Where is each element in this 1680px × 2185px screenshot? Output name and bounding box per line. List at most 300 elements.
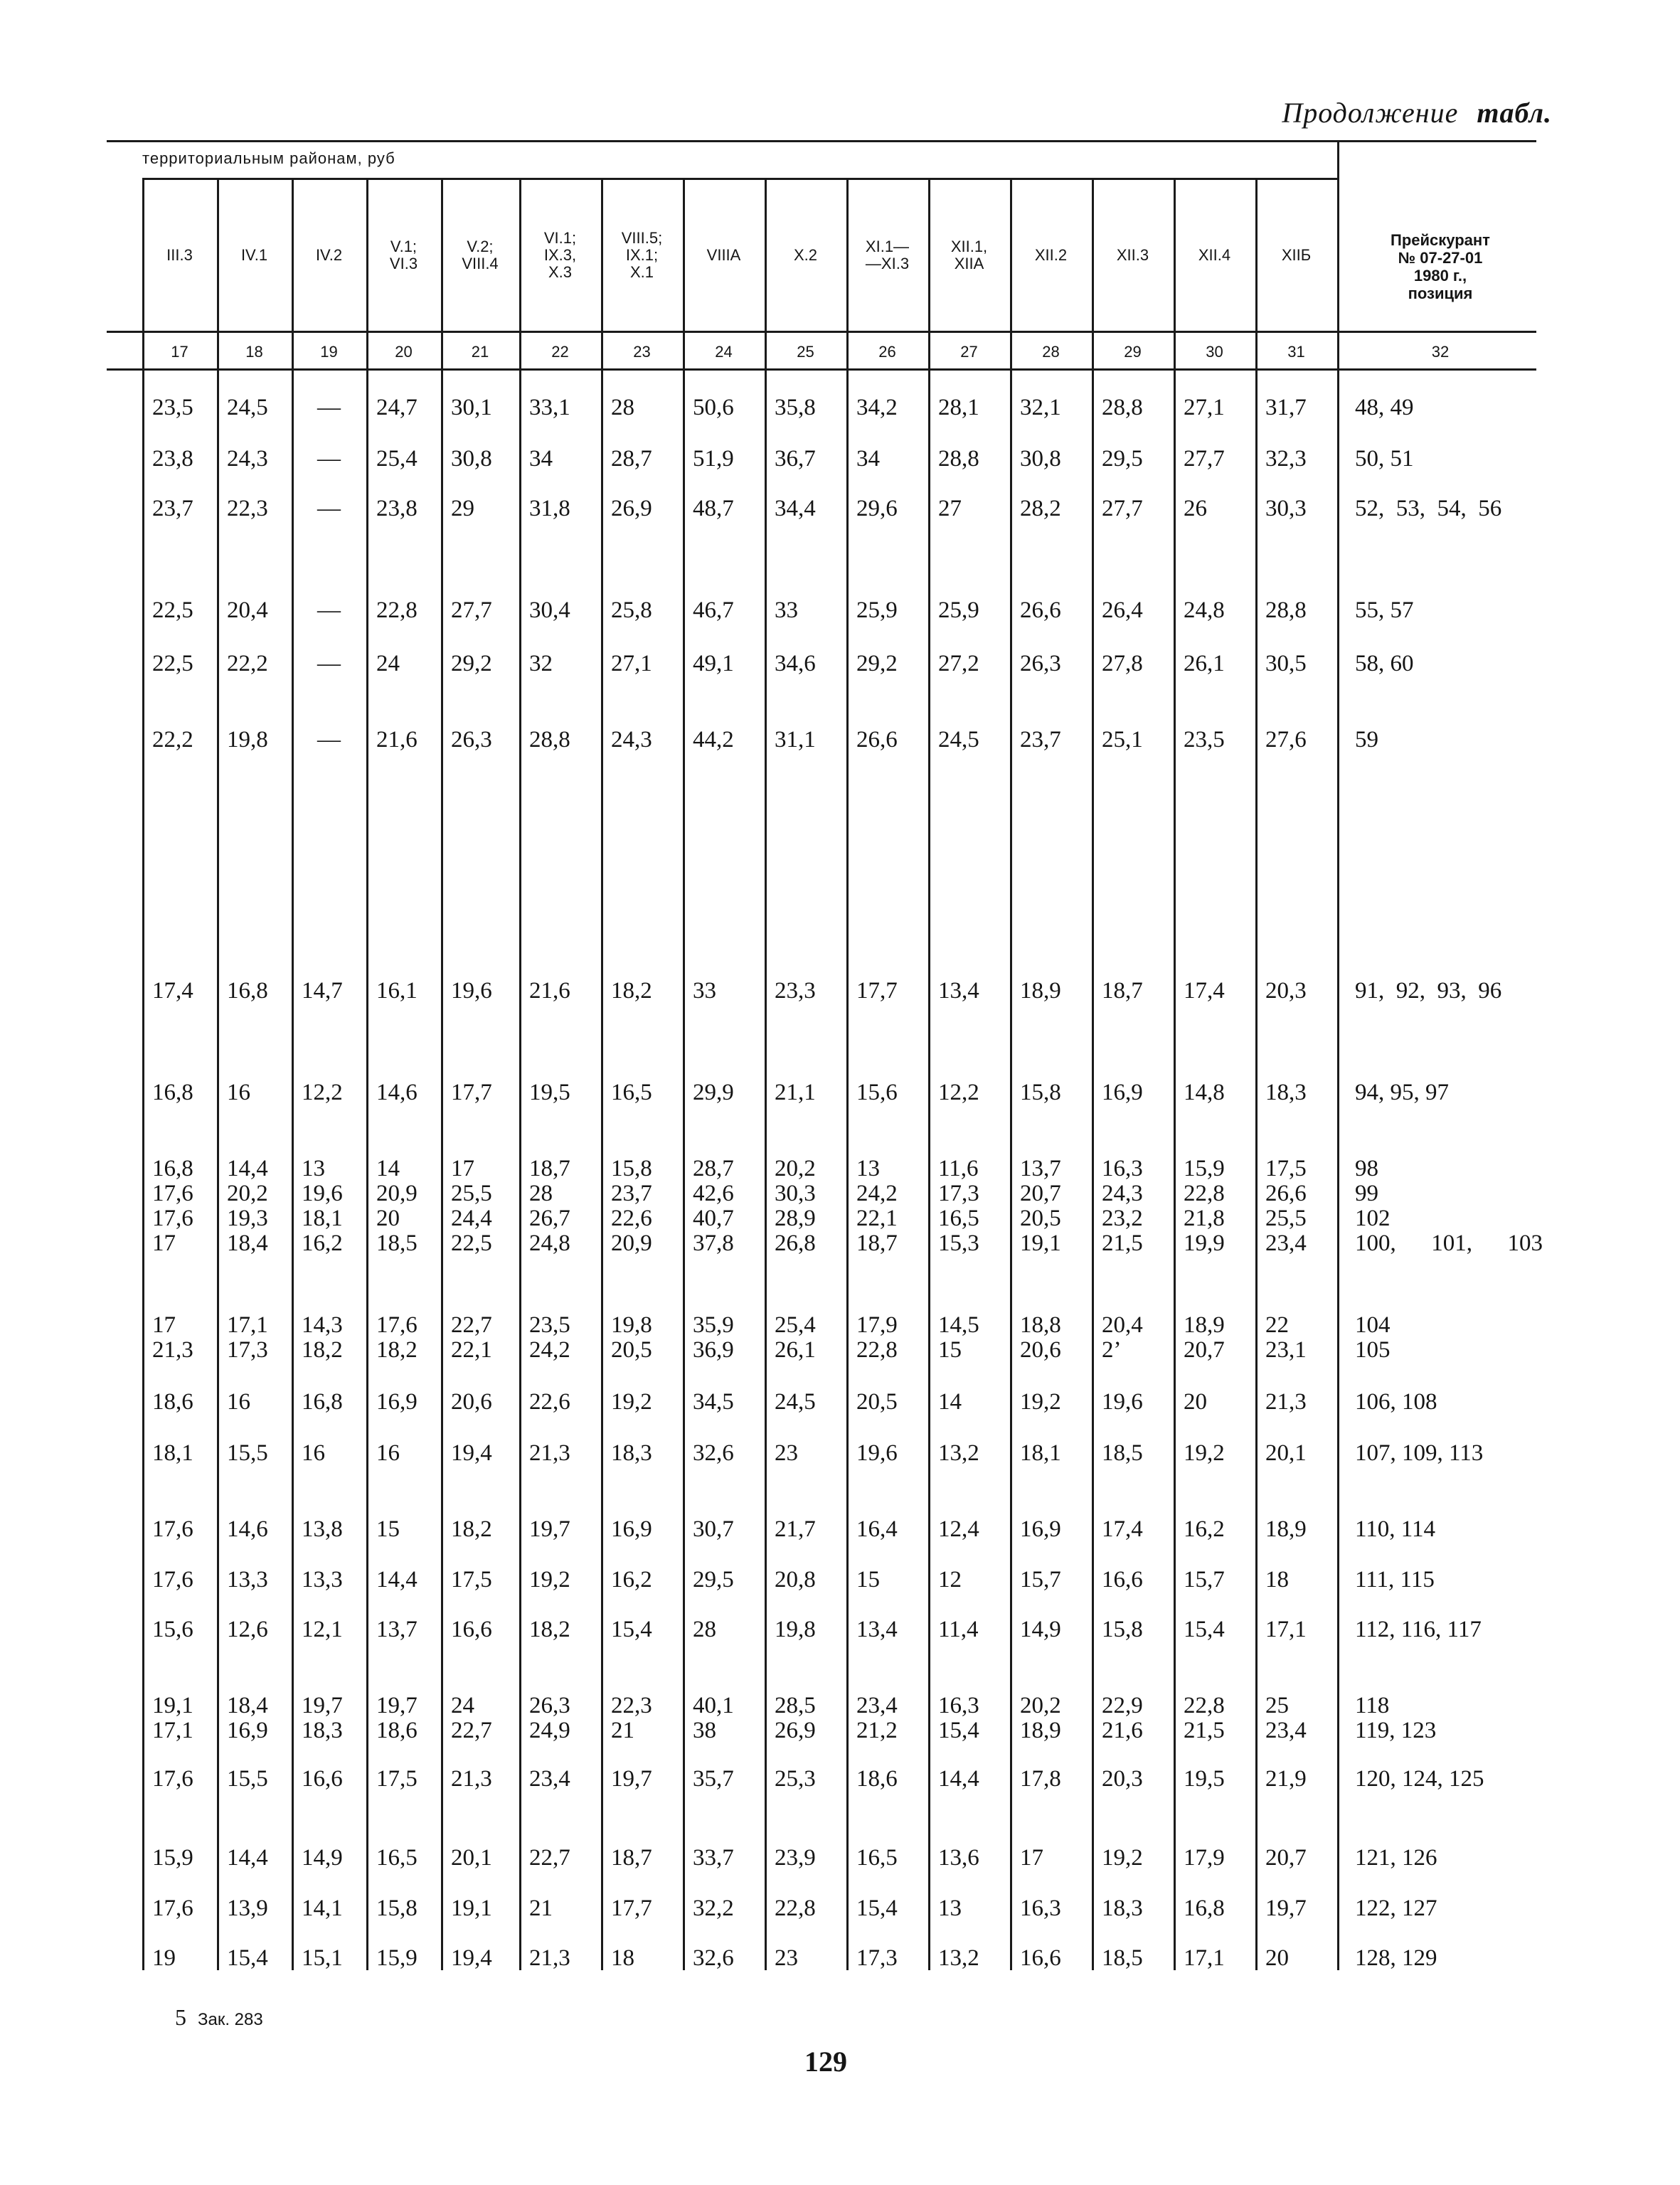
- column-header: XIIБ: [1281, 246, 1312, 264]
- table-cell: 26,6: [1265, 1181, 1307, 1206]
- table-cell: 18,2: [451, 1516, 492, 1542]
- table-cell: 19,5: [1184, 1766, 1225, 1792]
- table-cell: 18,5: [376, 1230, 418, 1256]
- group-header-rule: [142, 178, 1337, 180]
- table-cell: 29,6: [856, 496, 898, 521]
- table-cell: 21,2: [856, 1718, 898, 1743]
- table-cell: 22,5: [152, 651, 193, 676]
- table-cell: 18,8: [1020, 1312, 1061, 1338]
- table-cell: 26,8: [775, 1230, 816, 1256]
- table-cell: 16,8: [152, 1080, 193, 1105]
- column-number: 20: [395, 343, 413, 361]
- table-cell: 30,4: [529, 597, 570, 623]
- price-list-position: 121, 126: [1355, 1845, 1437, 1871]
- table-cell: 17,6: [152, 1181, 193, 1206]
- table-cell: 18,4: [227, 1230, 268, 1256]
- table-cell: 12: [938, 1567, 962, 1593]
- table-cell: 13,8: [302, 1516, 343, 1542]
- table-cell: 30,3: [775, 1181, 816, 1206]
- table-cell: 26,3: [451, 727, 492, 753]
- table-cell: 48,7: [693, 496, 734, 521]
- table-cell: 16,2: [611, 1567, 652, 1593]
- table-cell: 16: [376, 1440, 400, 1466]
- price-list-position: 91, 92, 93, 96: [1355, 978, 1502, 1004]
- table-cell: 26,9: [775, 1718, 816, 1743]
- table-cell: 20,3: [1265, 978, 1307, 1004]
- table-cell: 25,1: [1102, 727, 1143, 753]
- table-cell: 15,8: [1102, 1617, 1143, 1642]
- table-cell: 15: [856, 1567, 880, 1593]
- table-cell: 25: [1265, 1693, 1289, 1718]
- table-cell: 18,7: [1102, 978, 1143, 1004]
- table-cell: 19,2: [1020, 1389, 1061, 1415]
- table-cell: 24: [376, 651, 400, 676]
- table-cell: 30,7: [693, 1516, 734, 1542]
- table-cell: 21,6: [1102, 1718, 1143, 1743]
- table-cell: 14,8: [1184, 1080, 1225, 1105]
- table-cell: 18,2: [611, 978, 652, 1004]
- table-cell: 19,8: [775, 1617, 816, 1642]
- price-list-position: 102: [1355, 1206, 1391, 1231]
- table-cell: 13: [856, 1156, 880, 1181]
- table-cell: 24,9: [529, 1718, 570, 1743]
- table-cell: 22,3: [611, 1693, 652, 1718]
- column-header: XI.1— —XI.3: [865, 238, 910, 272]
- price-list-position: 100, 101, 103: [1355, 1230, 1543, 1256]
- table-cell: 19,7: [611, 1766, 652, 1792]
- column-divider: [683, 178, 685, 1970]
- table-cell: 17,9: [1184, 1845, 1225, 1871]
- table-cell: 17,6: [376, 1312, 418, 1338]
- table-cell: 13,4: [856, 1617, 898, 1642]
- table-cell: 17,4: [152, 978, 193, 1004]
- table-cell: 24,3: [227, 446, 268, 472]
- table-cell: 15,6: [152, 1617, 193, 1642]
- table-cell: 27,7: [1102, 496, 1143, 521]
- table-cell: 13,2: [938, 1440, 979, 1466]
- table-cell: 14,1: [302, 1896, 343, 1921]
- table-cell: 19,6: [451, 978, 492, 1004]
- table-cell: 20,5: [856, 1389, 898, 1415]
- table-cell: 21,3: [1265, 1389, 1307, 1415]
- table-cell: 24,5: [938, 727, 979, 753]
- table-cell: —: [317, 395, 341, 420]
- table-cell: 17,5: [376, 1766, 418, 1792]
- table-cell: 13,7: [1020, 1156, 1061, 1181]
- table-cell: 24,7: [376, 395, 418, 420]
- table-cell: 30,3: [1265, 496, 1307, 521]
- table-cell: 13: [302, 1156, 325, 1181]
- price-list-column-number: 32: [1431, 343, 1450, 361]
- table-cell: 28,1: [938, 395, 979, 420]
- table-cell: 17,7: [451, 1080, 492, 1105]
- table-cell: 11,4: [938, 1617, 979, 1642]
- column-divider: [765, 178, 767, 1970]
- table-cell: 23,7: [1020, 727, 1061, 753]
- table-cell: 28,8: [1265, 597, 1307, 623]
- table-cell: 15,3: [938, 1230, 979, 1256]
- table-cell: 12,2: [938, 1080, 979, 1105]
- table-cell: 17: [152, 1230, 176, 1256]
- table-cell: 17,1: [1184, 1945, 1225, 1971]
- table-cell: 16: [227, 1389, 250, 1415]
- table-cell: 40,7: [693, 1206, 734, 1231]
- table-cell: 24,5: [775, 1389, 816, 1415]
- table-cell: 32,3: [1265, 446, 1307, 472]
- column-number: 18: [245, 343, 263, 361]
- table-cell: 15,9: [376, 1945, 418, 1971]
- table-cell: 15,7: [1184, 1567, 1225, 1593]
- table-cell: 18,2: [376, 1337, 418, 1363]
- table-cell: 14,4: [227, 1156, 268, 1181]
- table-cell: 21,6: [529, 978, 570, 1004]
- table-cell: 18,3: [1265, 1080, 1307, 1105]
- table-cell: 23,4: [856, 1693, 898, 1718]
- table-cell: 22,9: [1102, 1693, 1143, 1718]
- table-cell: 26,1: [1184, 651, 1225, 676]
- column-divider: [1174, 178, 1176, 1970]
- table-cell: 20: [1184, 1389, 1207, 1415]
- table-cell: 16: [302, 1440, 325, 1466]
- page-number: 129: [804, 2046, 847, 2078]
- table-cell: 16,3: [938, 1693, 979, 1718]
- table-cell: 19,6: [302, 1181, 343, 1206]
- table-cell: 20,2: [775, 1156, 816, 1181]
- table-cell: 21,9: [1265, 1766, 1307, 1792]
- table-cell: 19,2: [611, 1389, 652, 1415]
- table-cell: 25,9: [938, 597, 979, 623]
- table-cell: 29,2: [856, 651, 898, 676]
- table-cell: 35,7: [693, 1766, 734, 1792]
- price-list-position: 59: [1355, 727, 1378, 753]
- table-cell: 23: [775, 1440, 798, 1466]
- column-divider: [1092, 178, 1094, 1970]
- price-list-position: 55, 57: [1355, 597, 1414, 623]
- table-cell: 28: [693, 1617, 716, 1642]
- table-cell: 23,9: [775, 1845, 816, 1871]
- table-cell: 17,1: [152, 1718, 193, 1743]
- table-cell: 13,7: [376, 1617, 418, 1642]
- table-cell: 16,8: [227, 978, 268, 1004]
- table-cell: 22,8: [1184, 1693, 1225, 1718]
- table-cell: 16,9: [227, 1718, 268, 1743]
- table-cell: 18: [611, 1945, 634, 1971]
- table-cell: 23,5: [1184, 727, 1225, 753]
- table-cell: 16: [227, 1080, 250, 1105]
- table-cell: 13,4: [938, 978, 979, 1004]
- group-header: территориальным районам, руб: [142, 149, 395, 167]
- table-cell: 30,1: [451, 395, 492, 420]
- table-cell: 27: [938, 496, 962, 521]
- table-cell: 26,6: [1020, 597, 1061, 623]
- price-list-position: 118: [1355, 1693, 1390, 1718]
- table-cell: 15,6: [856, 1080, 898, 1105]
- table-cell: 13,9: [227, 1896, 268, 1921]
- table-cell: 30,5: [1265, 651, 1307, 676]
- table-cell: 29,2: [451, 651, 492, 676]
- table-cell: —: [317, 597, 341, 623]
- table-cell: 17,8: [1020, 1766, 1061, 1792]
- table-cell: 20,8: [775, 1567, 816, 1593]
- table-cell: 16,6: [451, 1617, 492, 1642]
- table-cell: 20,1: [1265, 1440, 1307, 1466]
- price-list-position: 112, 116, 117: [1355, 1617, 1482, 1642]
- table-cell: 27,1: [611, 651, 652, 676]
- table-cell: 17: [152, 1312, 176, 1338]
- table-cell: 32,1: [1020, 395, 1061, 420]
- table-cell: 28,5: [775, 1693, 816, 1718]
- table-cell: 19,2: [529, 1567, 570, 1593]
- price-list-position: 110, 114: [1355, 1516, 1436, 1542]
- table-cell: 28,7: [611, 446, 652, 472]
- table-cell: 31,7: [1265, 395, 1307, 420]
- table-cell: 50,6: [693, 395, 734, 420]
- column-divider: [366, 178, 368, 1970]
- table-cell: 20,7: [1184, 1337, 1225, 1363]
- table-cell: 16,5: [856, 1845, 898, 1871]
- table-cell: 24,3: [611, 727, 652, 753]
- table-cell: 14,5: [938, 1312, 979, 1338]
- table-cell: 18,7: [529, 1156, 570, 1181]
- table-cell: 24: [451, 1693, 474, 1718]
- table-cell: 14,4: [938, 1766, 979, 1792]
- table-cell: 23,2: [1102, 1206, 1143, 1231]
- table-cell: 16,6: [1020, 1945, 1061, 1971]
- table-cell: 46,7: [693, 597, 734, 623]
- table-cell: 19: [152, 1945, 176, 1971]
- table-cell: 25,8: [611, 597, 652, 623]
- table-cell: 17,6: [152, 1206, 193, 1231]
- table-cell: 29,9: [693, 1080, 734, 1105]
- table-cell: 15,5: [227, 1440, 268, 1466]
- table-cell: 12,4: [938, 1516, 979, 1542]
- table-cell: 23,4: [529, 1766, 570, 1792]
- table-cell: 14,3: [302, 1312, 343, 1338]
- column-divider: [1255, 178, 1258, 1970]
- table-cell: 22,6: [611, 1206, 652, 1231]
- table-cell: 30,8: [1020, 446, 1061, 472]
- table-cell: 15,7: [1020, 1567, 1061, 1593]
- table-cell: 16,3: [1020, 1896, 1061, 1921]
- table-cell: 15,8: [611, 1156, 652, 1181]
- table-cell: 33: [775, 597, 798, 623]
- column-number: 24: [715, 343, 733, 361]
- table-cell: 30,8: [451, 446, 492, 472]
- table-cell: 13,3: [227, 1567, 268, 1593]
- order-mark: 5 Зак. 283: [175, 2004, 263, 2030]
- table-cell: 31,8: [529, 496, 570, 521]
- table-cell: 22,6: [529, 1389, 570, 1415]
- table-cell: 12,1: [302, 1617, 343, 1642]
- column-header: XII.2: [1034, 246, 1068, 264]
- table-cell: 11,6: [938, 1156, 979, 1181]
- table-cell: 23,7: [152, 496, 193, 521]
- table-cell: 15,8: [376, 1896, 418, 1921]
- table-cell: 18,6: [856, 1766, 898, 1792]
- table-cell: 18,5: [1102, 1945, 1143, 1971]
- table-cell: 25,4: [376, 446, 418, 472]
- table-cell: 19,7: [1265, 1896, 1307, 1921]
- price-list-position: 122, 127: [1355, 1896, 1437, 1921]
- table-cell: 14,4: [227, 1845, 268, 1871]
- table-cell: 26,1: [775, 1337, 816, 1363]
- table-cell: 18,9: [1020, 978, 1061, 1004]
- table-cell: 16,6: [302, 1766, 343, 1792]
- table-cell: 24,2: [529, 1337, 570, 1363]
- table-cell: 23,4: [1265, 1230, 1307, 1256]
- column-header: V.2; VIII.4: [462, 238, 499, 272]
- table-cell: 16,8: [1184, 1896, 1225, 1921]
- table-cell: 16,9: [376, 1389, 418, 1415]
- table-cell: 23,4: [1265, 1718, 1307, 1743]
- table-cell: 14: [376, 1156, 400, 1181]
- table-top-rule: [107, 140, 1536, 142]
- price-list-header: Прейскурант № 07-27-01 1980 г., позиция: [1391, 231, 1490, 302]
- table-cell: 24,8: [1184, 597, 1225, 623]
- column-header: VI.1; IX.3, X.3: [543, 229, 577, 281]
- column-header: VIII.5; IX.1; X.1: [621, 229, 663, 281]
- table-cell: 17,3: [227, 1337, 268, 1363]
- table-cell: 26,3: [529, 1693, 570, 1718]
- column-header: XII.3: [1116, 246, 1149, 264]
- table-cell: 22,8: [1184, 1181, 1225, 1206]
- table-cell: 18,1: [1020, 1440, 1061, 1466]
- table-cell: 25,9: [856, 597, 898, 623]
- table-cell: 23: [775, 1945, 798, 1971]
- table-cell: 19,8: [227, 727, 268, 753]
- table-cell: 18,7: [611, 1845, 652, 1871]
- table-cell: 26,3: [1020, 651, 1061, 676]
- table-cell: 16,5: [376, 1845, 418, 1871]
- table-cell: 19,2: [1102, 1845, 1143, 1871]
- table-cell: —: [317, 496, 341, 521]
- table-cell: 35,9: [693, 1312, 734, 1338]
- table-cell: 19,1: [1020, 1230, 1061, 1256]
- table-continuation: Продолжение табл.: [1282, 97, 1552, 129]
- table-cell: 16,2: [302, 1230, 343, 1256]
- table-cell: 15,8: [1020, 1080, 1061, 1105]
- table-cell: 16,3: [1102, 1156, 1143, 1181]
- price-list-position: 107, 109, 113: [1355, 1440, 1484, 1466]
- table-cell: 14,9: [1020, 1617, 1061, 1642]
- table-cell: 15,4: [856, 1896, 898, 1921]
- table-cell: 25,3: [775, 1766, 816, 1792]
- table-cell: 21,3: [529, 1945, 570, 1971]
- table-cell: 13,3: [302, 1567, 343, 1593]
- table-cell: 23,3: [775, 978, 816, 1004]
- column-divider: [1010, 178, 1012, 1970]
- table-cell: 20,9: [611, 1230, 652, 1256]
- table-cell: 23,8: [152, 446, 193, 472]
- table-cell: 21,5: [1102, 1230, 1143, 1256]
- table-cell: 14,4: [376, 1567, 418, 1593]
- price-list-position: 120, 124, 125: [1355, 1766, 1484, 1792]
- price-list-position: 119, 123: [1355, 1718, 1437, 1743]
- price-list-position: 52, 53, 54, 56: [1355, 496, 1502, 521]
- table-cell: 16,8: [152, 1156, 193, 1181]
- table-cell: 16,2: [1184, 1516, 1225, 1542]
- table-cell: 31,1: [775, 727, 816, 753]
- table-cell: 19,2: [1184, 1440, 1225, 1466]
- table-cell: 17,7: [856, 978, 898, 1004]
- column-header: V.1; VI.3: [389, 238, 418, 272]
- table-cell: 16,6: [1102, 1567, 1143, 1593]
- table-cell: 19,7: [302, 1693, 343, 1718]
- table-cell: 21,8: [1184, 1206, 1225, 1231]
- table-cell: 15,4: [938, 1718, 979, 1743]
- table-cell: 17,1: [1265, 1617, 1307, 1642]
- table-cell: 22,1: [856, 1206, 898, 1231]
- table-cell: 15: [376, 1516, 400, 1542]
- table-cell: 24,3: [1102, 1181, 1143, 1206]
- table-cell: 35,8: [775, 395, 816, 420]
- table-cell: 24,5: [227, 395, 268, 420]
- table-cell: 19,1: [451, 1896, 492, 1921]
- table-cell: 34: [856, 446, 880, 472]
- table-cell: 23,7: [611, 1181, 652, 1206]
- table-cell: 28: [529, 1181, 553, 1206]
- price-list-position: 94, 95, 97: [1355, 1080, 1449, 1105]
- table-cell: 16,9: [611, 1516, 652, 1542]
- table-cell: 15: [938, 1337, 962, 1363]
- table-cell: 13,2: [938, 1945, 979, 1971]
- table-cell: 28: [611, 395, 634, 420]
- table-cell: 34,4: [775, 496, 816, 521]
- table-cell: 37,8: [693, 1230, 734, 1256]
- table-cell: 27,7: [1184, 446, 1225, 472]
- table-cell: 32: [529, 651, 553, 676]
- table-cell: 20,6: [451, 1389, 492, 1415]
- table-cell: 20: [1265, 1945, 1289, 1971]
- table-cell: 34,6: [775, 651, 816, 676]
- table-cell: 19,5: [529, 1080, 570, 1105]
- table-cell: 22,3: [227, 496, 268, 521]
- table-cell: 17,3: [938, 1181, 979, 1206]
- table-cell: 17,5: [451, 1567, 492, 1593]
- table-cell: 25,5: [1265, 1206, 1307, 1231]
- table-cell: 20,6: [1020, 1337, 1061, 1363]
- column-number: 22: [551, 343, 569, 361]
- column-number: 28: [1042, 343, 1060, 361]
- table-cell: 20,7: [1020, 1181, 1061, 1206]
- table-cell: 16,5: [938, 1206, 979, 1231]
- column-header: IV.2: [315, 246, 343, 264]
- table-cell: 36,7: [775, 446, 816, 472]
- table-cell: 20,3: [1102, 1766, 1143, 1792]
- table-cell: 17,6: [152, 1896, 193, 1921]
- column-divider: [217, 178, 219, 1970]
- table-cell: 23,5: [152, 395, 193, 420]
- table-cell: 18,1: [152, 1440, 193, 1466]
- table-cell: 25,4: [775, 1312, 816, 1338]
- table-cell: 44,2: [693, 727, 734, 753]
- column-divider: [601, 178, 603, 1970]
- header-bottom-rule: [107, 331, 1536, 333]
- table-cell: 27,2: [938, 651, 979, 676]
- table-cell: 21,5: [1184, 1718, 1225, 1743]
- table-cell: 21,6: [376, 727, 418, 753]
- table-cell: 21,3: [529, 1440, 570, 1466]
- table-cell: 21: [529, 1896, 553, 1921]
- table-cell: 19,7: [376, 1693, 418, 1718]
- table-cell: —: [317, 651, 341, 676]
- table-cell: 32,6: [693, 1440, 734, 1466]
- table-cell: 20,4: [1102, 1312, 1143, 1338]
- table-cell: 16,1: [376, 978, 418, 1004]
- table-cell: 18,3: [611, 1440, 652, 1466]
- table-cell: —: [317, 446, 341, 472]
- price-list-position: 105: [1355, 1337, 1391, 1363]
